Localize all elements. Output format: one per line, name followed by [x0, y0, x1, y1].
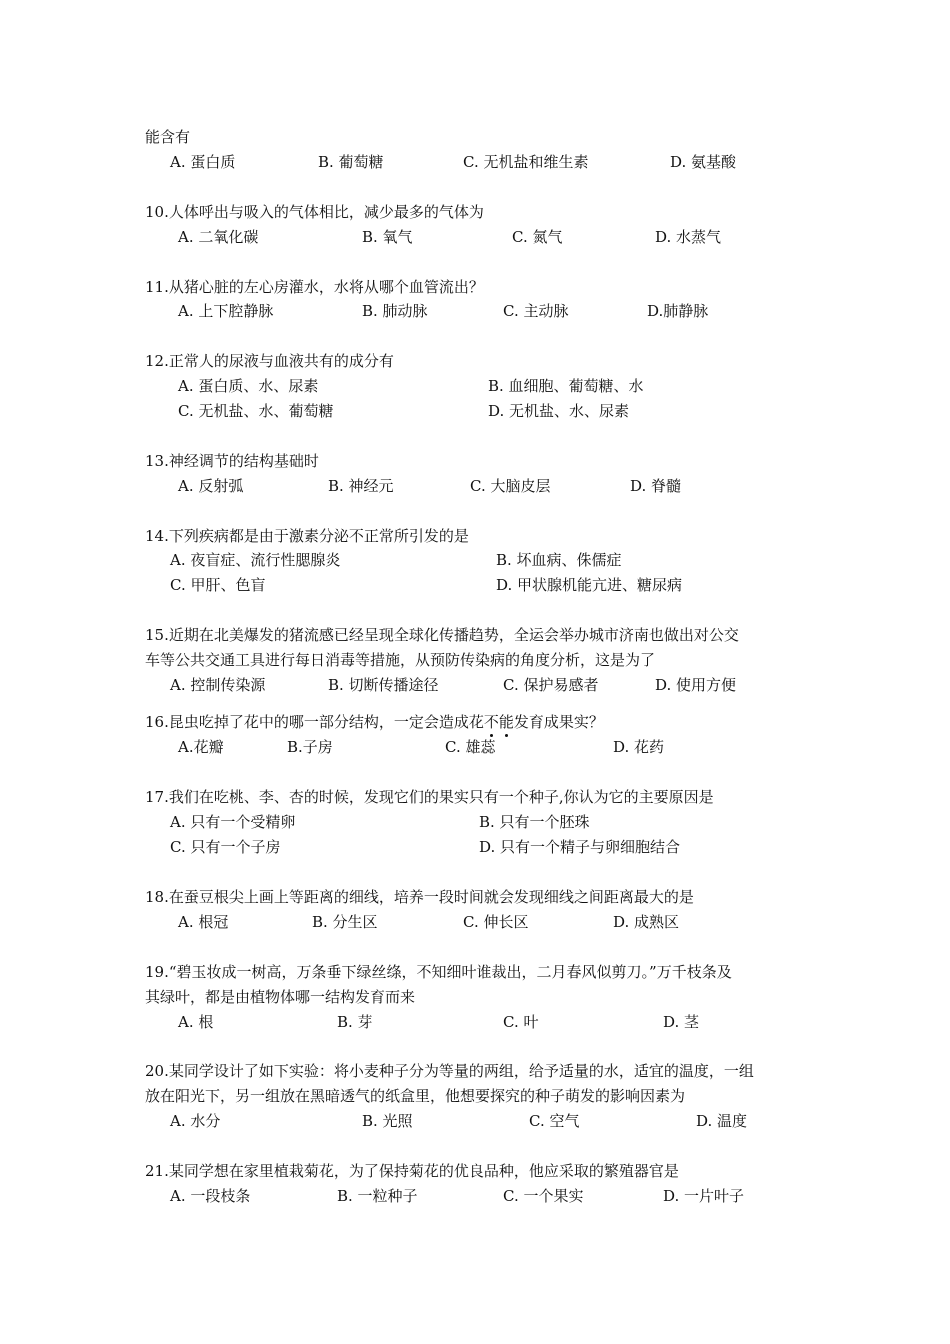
q21-option-d: D. 一片叶子 [663, 1187, 745, 1205]
q20-option-d: D. 温度 [696, 1112, 748, 1130]
q16-stem-emphasis-1: 不 [483, 713, 499, 731]
q21-option-b: B. 一粒种子 [337, 1187, 418, 1205]
q14-option-b: B. 坏血病、侏儒症 [496, 551, 622, 569]
q17-option-c: C. 只有一个子房 [170, 838, 281, 856]
q9-option-d: D. 氨基酸 [670, 153, 737, 171]
q18-option-b: B. 分生区 [312, 913, 378, 931]
q18-option-c: C. 伸长区 [463, 913, 529, 931]
q16-stem [145, 712, 604, 732]
q16-stem-end: 发育成果实？ [513, 713, 604, 731]
q13-option-c: C. 大脑皮层 [470, 477, 551, 495]
q16-stem-emphasis-2: 能 [498, 713, 514, 731]
q17-option-a: A. 只有一个受精卵 [170, 813, 296, 831]
q12-option-a: A. 蛋白质、水、尿素 [178, 377, 319, 395]
q10-option-b: B. 氧气 [362, 228, 413, 246]
q15-stem-line2: 车等公共交通工具进行每日消毒等措施，从预防传染病的角度分析，这是为了 [145, 651, 656, 669]
q20-option-a: A. 水分 [170, 1112, 221, 1130]
q19-stem-line2: 其绿叶，都是由植物体哪一结构发育而来 [145, 988, 416, 1006]
q20-stem-line1: 20.某同学设计了如下实验：将小麦种子分为等量的两组，给予适量的水，适宜的温度，一组 [145, 1062, 754, 1080]
q14-stem: 14.下列疾病都是由于激素分泌不正常所引发的是 [145, 527, 469, 545]
q11-option-b: B. 肺动脉 [362, 302, 428, 320]
q13-stem: 13.神经调节的结构基础时 [145, 452, 319, 470]
q18-option-d: D. 成熟区 [613, 913, 680, 931]
q15-option-a: A. 控制传染源 [170, 676, 266, 694]
q21-option-c: C. 一个果实 [503, 1187, 584, 1205]
q12-stem: 12.正常人的尿液与血液共有的成分有 [145, 352, 394, 370]
q14-option-c: C. 甲肝、色盲 [170, 576, 266, 594]
q18-stem: 18.在蚕豆根尖上画上等距离的细线，培养一段时间就会发现细线之间距离最大的是 [145, 888, 694, 906]
q19-option-c: C. 叶 [503, 1013, 539, 1031]
q15-option-b: B. 切断传播途径 [328, 676, 439, 694]
q16-option-d: D. 花药 [613, 738, 665, 756]
q14-option-a: A. 夜盲症、流行性腮腺炎 [170, 551, 341, 569]
q13-option-b: B. 神经元 [328, 477, 394, 495]
q11-option-a: A. 上下腔静脉 [178, 302, 274, 320]
q20-option-b: B. 光照 [362, 1112, 413, 1130]
q19-option-d: D. 茎 [663, 1013, 700, 1031]
q16-stem-start: 16.昆虫吃掉了花中的哪一部分结构，一定会造成花 [145, 713, 484, 731]
q16-option-a: A.花瓣 [178, 738, 224, 756]
q16-option-b: B.子房 [287, 738, 333, 756]
q18-option-a: A. 根冠 [178, 913, 229, 931]
q9-option-a: A. 蛋白质 [170, 153, 236, 171]
q11-option-c: C. 主动脉 [503, 302, 569, 320]
q17-stem: 17.我们在吃桃、李、杏的时候，发现它们的果实只有一个种子,你认为它的主要原因是 [145, 788, 714, 806]
q13-option-d: D. 脊髓 [630, 477, 682, 495]
q12-option-d: D. 无机盐、水、尿素 [488, 402, 630, 420]
q16-option-c: C. 雄蕊 [445, 738, 496, 756]
q17-option-b: B. 只有一个胚珠 [479, 813, 590, 831]
q21-stem: 21.某同学想在家里植栽菊花，为了保持菊花的优良品种，他应采取的繁殖器官是 [145, 1162, 679, 1180]
q12-option-b: B. 血细胞、葡萄糖、水 [488, 377, 644, 395]
q15-option-d: D. 使用方便 [655, 676, 737, 694]
q11-option-d: D.肺静脉 [647, 302, 709, 320]
q15-stem-line1: 15.近期在北美爆发的猪流感已经呈现全球化传播趋势，全运会举办城市济南也做出对公交 [145, 626, 739, 644]
q9-option-b: B. 葡萄糖 [318, 153, 384, 171]
q10-option-d: D. 水蒸气 [655, 228, 722, 246]
q10-option-a: A. 二氧化碳 [178, 228, 259, 246]
q17-option-d: D. 只有一个精子与卵细胞结合 [479, 838, 681, 856]
q10-option-c: C. 氮气 [512, 228, 563, 246]
q20-stem-line2: 放在阳光下，另一组放在黑暗透气的纸盒里，他想要探究的种子萌发的影响因素为 [145, 1087, 686, 1105]
q15-option-c: C. 保护易感者 [503, 676, 599, 694]
q14-option-d: D. 甲状腺机能亢进、糖尿病 [496, 576, 683, 594]
q19-option-a: A. 根 [178, 1013, 214, 1031]
q9-option-c: C. 无机盐和维生素 [463, 153, 589, 171]
q12-option-c: C. 无机盐、水、葡萄糖 [178, 402, 334, 420]
q13-option-a: A. 反射弧 [178, 477, 244, 495]
q21-option-a: A. 一段枝条 [170, 1187, 251, 1205]
q10-stem: 10.人体呼出与吸入的气体相比，减少最多的气体为 [145, 203, 484, 221]
q19-stem-line1: 19.“碧玉妆成一树高，万条垂下绿丝绦，不知细叶谁裁出，二月春风似剪刀。”万千枝条及 [145, 963, 732, 981]
q19-option-b: B. 芽 [337, 1013, 373, 1031]
q9-stem-tail: 能含有 [145, 128, 191, 146]
q20-option-c: C. 空气 [529, 1112, 580, 1130]
q11-stem: 11.从猪心脏的左心房灌水，水将从哪个血管流出？ [145, 278, 484, 296]
